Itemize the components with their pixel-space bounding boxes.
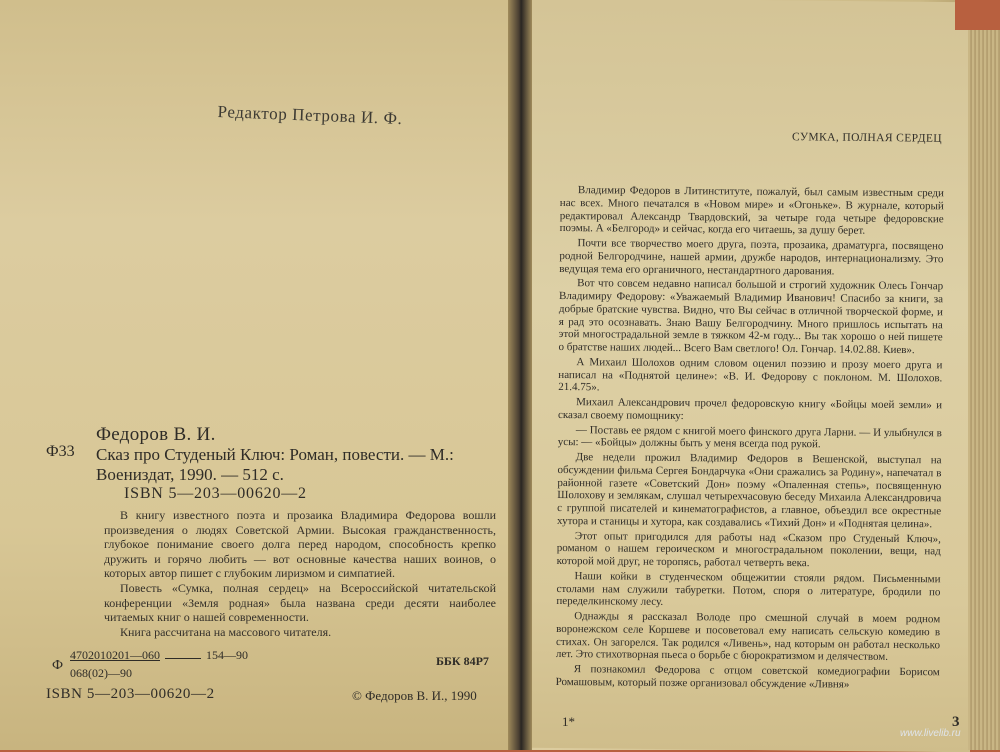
book-gutter	[508, 0, 532, 750]
title-line-1: Сказ про Студеный Ключ: Роман, повести. — М.:	[96, 445, 454, 464]
isbn: ISBN 5—203—00620—2	[124, 485, 307, 502]
text-paragraph: Однажды я рассказал Володе про смешной случай в моем родном воронежском селе Коршеве и посоветовал ему написать сельскую комедию в стихах. Он загорелся. Так родился «Ливень», над которым он работал несколько лет. Это стихотворная пьеса о борьбе с бюрократизмом и делячеством.	[555, 610, 941, 664]
editor-credit: Редактор Петрова И. Ф.	[217, 102, 403, 129]
catalog-index-suffix: 154—90	[206, 648, 248, 662]
page-number: 3	[952, 714, 960, 730]
copyright: © Федоров В. И., 1990	[352, 688, 477, 703]
title-line-2: Воениздат, 1990. — 512 с.	[96, 465, 284, 484]
text-paragraph: Владимир Федоров в Литинституте, пожалуй, был самым известным среди нас всех. Много печатался в «Новом мире» и «Огоньке». В журнале, который редактировал Александр Твардовский, за четыре года четыре федоровские поэмы. А «Белгород» и сейчас, когда его читаешь, за душу берет.	[559, 184, 944, 237]
text-paragraph: А Михаил Шолохов одним словом оценил поэзию и прозу моего друга и написал на «Поднятой целине»: «В. И. Федорову с поклоном. М. Шолохов. 21.4.75».	[558, 355, 943, 394]
page-edges	[968, 0, 1000, 750]
text-paragraph: Я познакомил Федорова с отцом советской комедиографии Борисом Ромашовым, который позже организовал обсуждение «Ливня»	[555, 663, 940, 691]
annotation	[104, 508, 496, 639]
text-paragraph: Вот что совсем недавно написал большой и строгий художник Олесь Гончар Владимиру Федорову: «Уважаемый Владимир Иванович! Спасибо за книги, за добрые братские чувства. Видно, что Вы сейчас в отличной творческой форме, и я рад это осознавать. Знаю Вашу Белгородчину. Много пришлось испытать на этой многострадальной земле в тяжком 42-м году... Вы так хорошо о ней пишете о братстве наших людей... Всего Вам светлого! Ол. Гончар. 14.02.88. Киев».	[558, 277, 944, 357]
text-paragraph: — Поставь ее рядом с книгой моего финского друга Ларни. — И улыбнулся в усы: — «Бойцы» должны быть у меня всегда под рукой.	[557, 423, 942, 451]
author-name: Федоров В. И.	[96, 424, 216, 445]
annotation-paragraph: В книгу известного поэта и прозаика Владимира Федорова вошли произведения о людях Советской Армии. Высокая гражданственность, глубокое понимание своего долга перед народом, способность крепко дружить и горячо любить — вот основные качества наших воинов, о которых автор пишет с глубоким лиризмом и симпатией.	[104, 508, 496, 581]
watermark: www.livelib.ru	[900, 728, 961, 739]
catalog-index-number: 4702010201—060	[70, 648, 160, 662]
chapter-title: СУМКА, ПОЛНАЯ СЕРДЕЦ	[791, 131, 943, 145]
text-paragraph: Наши койки в студенческом общежитии стояли рядом. Письменными столами нам служили табуретки. Потом, споря о литературе, бродили по переделкинскому лесу.	[556, 569, 941, 609]
text-paragraph: Почти все творчество моего друга, поэта, прозаика, драматурга, посвящено родной Белгородчине, нашей армии, дружбе народов, интернационализму. Это ведущая тема его органичного, нестандартного дарования.	[559, 237, 944, 277]
signature-mark: 1*	[562, 714, 575, 729]
text-paragraph: Две недели прожил Владимир Федоров в Вешенской, выступал на обсуждении фильма Сергея Бондарчука «Они сражались за Родину», напечатал в районной газете «Советский Дон» поэму «Опаленная степь», посвященную Шолохову и землякам, слушал четырехчасовую беседу Михаила Александровича с группой писателей и кинематографистов, а главное, объездил все окрестные хутора и станицы и хутора, как создавались «Тихий Дон» и «Поднятая целина».	[557, 451, 942, 531]
text-paragraph: Михаил Александрович прочел федоровскую книгу «Бойцы моей земли» и сказал своему помощнику:	[557, 396, 943, 422]
annotation-paragraph: Повесть «Сумка, полная сердец» на Всероссийской читательской конференции «Земля родная» была названа среди десяти наиболее читаемых книг о нашей современности.	[104, 580, 496, 625]
catalog-letter: Ф	[52, 658, 64, 673]
right-page-text	[556, 184, 944, 694]
bbk-code: ББК 84Р7	[436, 654, 489, 668]
catalog-index-line-2: 068(02)—90	[70, 666, 132, 680]
text-paragraph: Этот опыт пригодился для работы над «Сказом про Студеный Ключ», романом о нашем героическом и многострадальном поколении, вещи, над которой мой друг, не торопясь, работал четверть века.	[556, 529, 941, 570]
table-surface	[955, 0, 1000, 30]
catalog-index-line-1	[70, 648, 248, 663]
annotation-paragraph: Книга рассчитана на массового читателя.	[120, 624, 332, 639]
catalog-code: Ф33	[46, 443, 75, 460]
isbn-bottom: ISBN 5—203—00620—2	[46, 686, 215, 702]
